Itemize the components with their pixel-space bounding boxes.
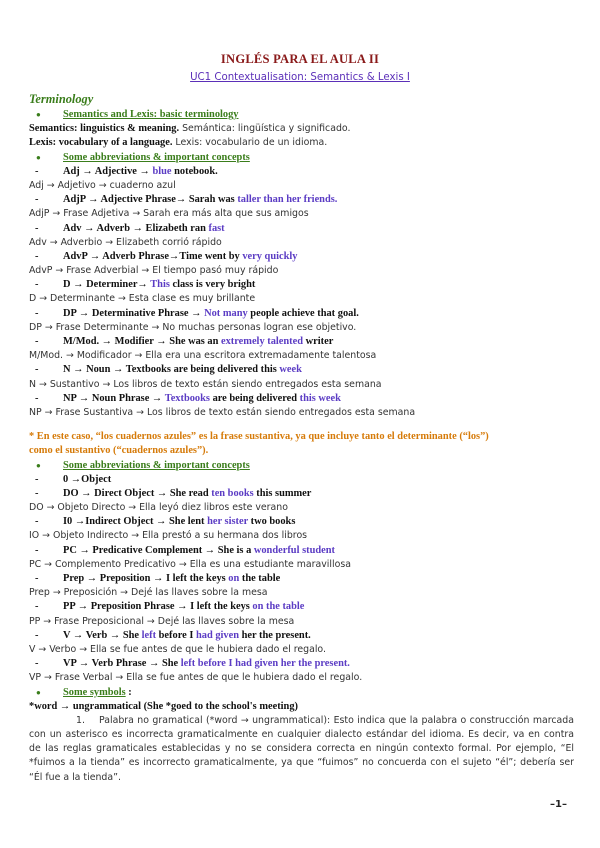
text-run: her the present.	[239, 629, 311, 641]
text-run: class is very bright	[169, 279, 256, 291]
concept-line	[29, 572, 574, 586]
text-run: DO → Direct Object → She read	[63, 487, 212, 499]
bullet-icon: ●	[36, 110, 41, 119]
text-run: D → Determinante → Esta clase es muy brillante	[29, 293, 256, 305]
text-run: 0 →Object	[63, 473, 112, 485]
text-run: DO → Objeto Directo → Ella leyó diez libros este verano	[29, 502, 288, 514]
text-line	[29, 321, 574, 335]
text-run: had given	[195, 629, 239, 641]
text-line	[29, 671, 574, 685]
dash-marker: -	[35, 487, 39, 499]
text-run: AdjP → Adjective Phrase→ Sarah was	[63, 194, 238, 206]
text-line	[29, 378, 574, 392]
text-run: wonderful student	[253, 544, 335, 556]
text-run: left	[141, 629, 157, 641]
dash-marker: -	[35, 601, 39, 613]
text-run: are being delivered	[209, 392, 300, 404]
text-line	[29, 430, 574, 444]
text-run: Semantics and Lexis: basic terminology	[63, 109, 239, 120]
dash-marker: -	[35, 336, 39, 347]
text-run: Semantics: linguistics & meaning.	[29, 123, 180, 135]
text-run: IO → Objeto Indirecto → Ella prestó a su hermana dos libros	[29, 530, 308, 542]
text-run: on	[228, 573, 240, 584]
concept-line	[29, 600, 574, 614]
text-line	[29, 558, 574, 572]
terminology-content	[29, 108, 574, 785]
text-run: Some symbols	[63, 686, 126, 698]
text-run: I0 →Indirect Object → She lent	[63, 516, 208, 528]
text-run: Adj → Adjective →	[63, 165, 153, 177]
document-title: INGLÉS PARA EL AULA II	[220, 52, 380, 66]
bullet-heading	[29, 686, 574, 700]
bullet-icon: ●	[36, 687, 41, 697]
text-line	[29, 444, 574, 458]
text-run: this summer	[253, 487, 312, 499]
text-run: Some abbreviations & important concepts	[63, 151, 250, 163]
text-run: before I	[156, 629, 196, 641]
bullet-icon: ●	[36, 152, 41, 162]
text-run: Adv → Adverb → Elizabeth ran	[63, 222, 209, 234]
dash-marker: -	[35, 516, 39, 528]
text-run: :	[125, 686, 132, 698]
text-line	[29, 529, 574, 543]
text-run: Not many	[204, 307, 248, 319]
text-run: week	[279, 364, 302, 376]
text-line	[29, 586, 574, 600]
text-line	[29, 292, 574, 306]
text-run: ten books	[211, 487, 254, 499]
dash-marker: -	[35, 573, 39, 584]
text-run: NP → Noun Phrase →	[63, 392, 165, 404]
text-run: fast	[208, 222, 225, 234]
dash-marker: -	[35, 165, 39, 177]
dash-marker: -	[35, 250, 39, 262]
text-run: V → Verbo → Ella se fue antes de que le hubiera dado el regalo.	[29, 643, 326, 655]
text-run: taller than her friends.	[237, 194, 338, 206]
text-run: very quickly	[242, 250, 298, 262]
text-run: AdvP → Adverb Phrase→Time went by	[63, 250, 243, 262]
text-line	[29, 236, 574, 250]
text-run: N → Sustantivo → Los libros de texto están siendo entregados esta semana	[29, 378, 382, 390]
concept-line	[29, 250, 574, 264]
text-run: Prep → Preposición → Dejé las llaves sobre la mesa	[29, 587, 268, 599]
text-run: Lexis: vocabulario de un idioma.	[172, 137, 328, 149]
concept-line	[29, 629, 574, 643]
text-line	[29, 700, 574, 714]
text-run: AdjP → Frase Adjetiva → Sarah era más alta que sus amigos	[29, 208, 309, 220]
text-run: PC → Predicative Complement → She is a	[63, 544, 254, 556]
text-run: como el sustantivo (“cuadernos azules”).	[29, 445, 209, 457]
section-heading: Terminology	[29, 92, 94, 106]
text-run: This	[150, 279, 170, 291]
concept-line	[29, 544, 574, 558]
concept-line	[29, 515, 574, 529]
concept-line	[29, 222, 574, 236]
text-run: extremely talented	[220, 336, 304, 347]
text-run: Adv → Adverbio → Elizabeth corrió rápido	[29, 236, 222, 248]
concept-line	[29, 307, 574, 321]
text-run: V → Verb → She	[63, 629, 142, 641]
text-run: DP → Determinative Phrase →	[63, 307, 205, 319]
page-number: –1–	[550, 799, 567, 810]
text-run: NP → Frase Sustantiva → Los libros de texto están siendo entregados esta semana	[29, 406, 416, 418]
text-run: two books	[248, 516, 296, 528]
text-run: people achieve that goal.	[247, 307, 359, 319]
text-run: * En este caso, “los cuadernos azules” es la frase sustantiva, ya que incluye tanto el determinante (“los”)	[29, 431, 489, 443]
text-run: writer	[303, 336, 334, 347]
text-line	[29, 643, 574, 657]
text-line	[29, 122, 574, 136]
text-run: Prep → Preposition → I left the keys	[63, 573, 229, 584]
text-run: left before I had given her the present.	[180, 658, 350, 670]
text-run: the table	[239, 573, 281, 584]
text-line	[29, 207, 574, 221]
text-run: PC → Complemento Predicativo → Ella es una estudiante maravillosa	[29, 558, 351, 570]
bullet-heading	[29, 459, 574, 473]
dash-marker: -	[35, 629, 39, 641]
text-run: Some abbreviations & important concepts	[63, 459, 250, 471]
concept-line	[29, 487, 574, 501]
dash-marker: -	[35, 658, 39, 670]
text-run: VP → Frase Verbal → Ella se fue antes de que le hubiera dado el regalo.	[29, 672, 363, 684]
text-run: notebook.	[171, 165, 218, 177]
dash-marker: -	[35, 544, 39, 556]
dash-marker: -	[35, 194, 39, 206]
text-run: D → Determiner→	[63, 279, 151, 291]
text-run: Semántica: lingüística y significado.	[179, 123, 351, 135]
text-run: M/Mod. → Modifier → She was an	[63, 336, 221, 347]
concept-line	[29, 363, 574, 377]
text-line	[29, 420, 574, 430]
concept-line	[29, 193, 574, 207]
text-line	[29, 406, 574, 420]
concept-line	[29, 335, 574, 349]
concept-line	[29, 473, 574, 487]
text-run: her sister	[207, 516, 249, 528]
explanation-paragraph	[29, 714, 574, 785]
dash-marker: -	[35, 473, 39, 485]
text-run: PP → Preposition Phrase → I left the keys	[63, 601, 253, 613]
text-run: VP → Verb Phrase → She	[63, 658, 181, 670]
text-run: DP → Frase Determinante → No muchas personas logran ese objetivo.	[29, 321, 357, 333]
terminology-lines	[29, 108, 574, 714]
dash-marker: -	[35, 279, 39, 291]
document-subtitle: UC1 Contextualisation: Semantics & Lexis I	[190, 72, 410, 83]
paragraph-text: Palabra no gramatical (*word → ungrammatical): Esto indica que la palabra o construcción marcada con un asterisco es incorrecta gramaticalmente en cualquier dialecto estándar del idioma. Es decir, va en contra de las reglas gramaticales establecidas y no se considera correcta en ningún contexto formal. Por ejemplo, “El *fuimos a la tienda” es incorrecto gramaticalmente, ya que “fuimos” no concuerda con el sujeto “él”; debería ser “Él fue a la tienda”.	[29, 714, 574, 783]
text-run: Lexis: vocabulary of a language.	[29, 137, 173, 149]
text-line	[29, 179, 574, 193]
text-run: blue	[152, 165, 172, 177]
text-run: Adj → Adjetivo → cuaderno azul	[29, 179, 176, 191]
text-line	[29, 349, 574, 363]
text-run: M/Mod. → Modificador → Ella era una escritora extremadamente talentosa	[29, 350, 377, 362]
dash-marker: -	[35, 392, 39, 404]
concept-line	[29, 657, 574, 671]
text-line	[29, 264, 574, 278]
concept-line	[29, 278, 574, 292]
text-run: this week	[299, 392, 341, 404]
text-run: PP → Frase Preposicional → Dejé las llaves sobre la mesa	[29, 615, 295, 627]
text-run: *word → ungrammatical (She *goed to the school's meeting)	[29, 700, 298, 712]
bullet-icon: ●	[36, 460, 41, 470]
bullet-heading	[29, 151, 574, 165]
text-line	[29, 501, 574, 515]
text-run: N → Noun → Textbooks are being delivered this	[63, 364, 280, 376]
dash-marker: -	[35, 222, 39, 234]
concept-line	[29, 165, 574, 179]
concept-line	[29, 392, 574, 406]
paragraph-number: 1.	[76, 714, 85, 726]
dash-marker: -	[35, 307, 39, 319]
text-run: on the table	[252, 601, 305, 613]
text-line	[29, 615, 574, 629]
dash-marker: -	[35, 364, 39, 376]
bullet-heading	[29, 108, 574, 122]
text-line	[29, 136, 574, 150]
text-run: AdvP → Frase Adverbial → El tiempo pasó muy rápido	[29, 265, 279, 277]
text-run: Textbooks	[164, 392, 210, 404]
